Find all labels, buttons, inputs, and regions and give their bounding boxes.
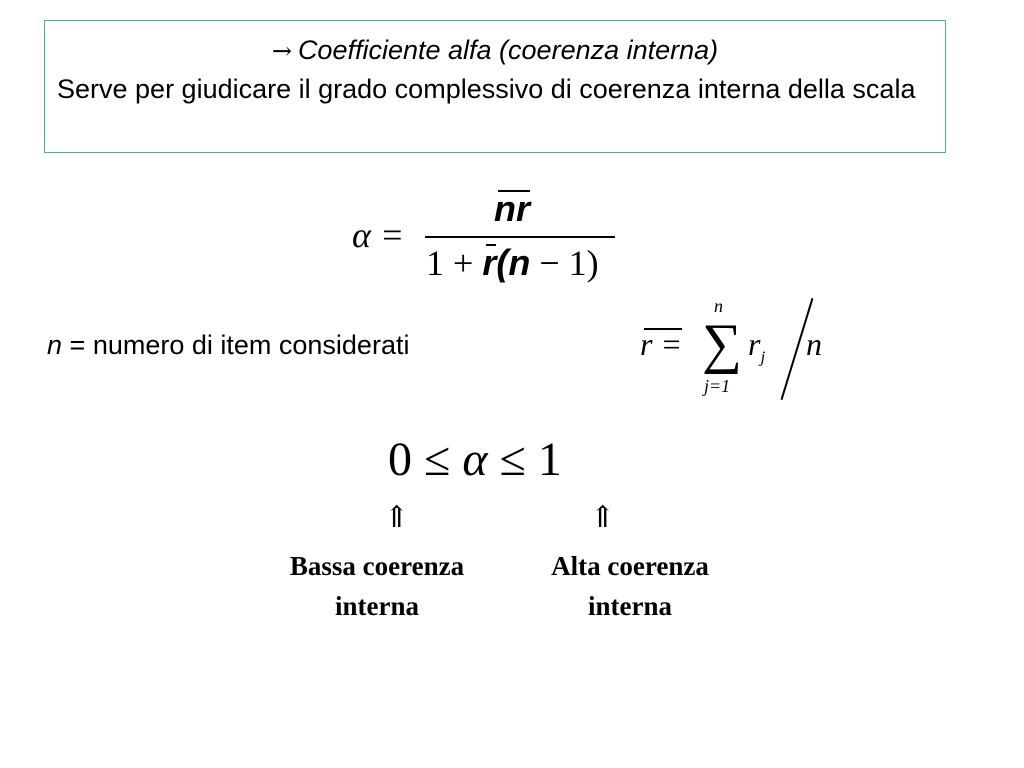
double-up-arrow-icon: ⇑ [590,500,616,535]
alpha-range [388,432,562,487]
alpha-formula-denominator [426,242,599,284]
denominator-minus-one: − 1) [539,243,599,283]
section-description: Serve per giudicare il grado complessivo di coerenza interna della scala [57,74,916,104]
range-high: ≤ 1 [499,433,562,486]
rbar-divisor: n [806,326,822,362]
range-low: 0 ≤ [388,433,451,486]
sum-sigma-icon: ∑ [702,313,742,375]
right-arrow-icon: → [271,37,292,65]
sum-upper-limit: n [714,296,723,316]
n-definition-text: = numero di item considerati [69,330,410,360]
sum-lower-limit [704,376,730,397]
alpha-formula-lhs [352,214,404,256]
high-coherence-line1: Alta coerenza [551,551,709,581]
high-coherence-label [512,546,748,626]
low-coherence-line1: Bassa coerenza [289,551,465,581]
low-coherence-label [262,546,492,626]
rbar-lhs-text: r = [640,326,683,362]
denominator-plus: + [453,243,474,283]
n-variable: n [47,330,63,360]
denominator-rbar: r [482,242,497,283]
sum-term [748,326,765,367]
alpha-formula-numerator [494,188,530,230]
sum-lower-text: j=1 [704,376,731,396]
definition-box [44,20,946,153]
sum-term-r: r [748,326,761,362]
n-definition [47,330,409,361]
section-title [57,31,933,70]
range-alpha: α [462,433,488,486]
high-coherence-line2: interna [588,591,672,621]
fraction-bar [425,236,615,238]
alpha-lhs-text: α = [352,215,405,255]
low-coherence-line2: interna [335,591,419,621]
denominator-paren-n: (n [496,242,531,283]
rbar-formula-lhs [640,326,682,363]
sum-term-subscript: j [760,347,766,367]
section-title-text: Coefficiente alfa (coerenza interna) [297,35,719,65]
double-up-arrow-icon: ⇑ [384,500,410,535]
denominator-one: 1 [426,243,444,283]
numerator-text: nr [494,188,530,229]
